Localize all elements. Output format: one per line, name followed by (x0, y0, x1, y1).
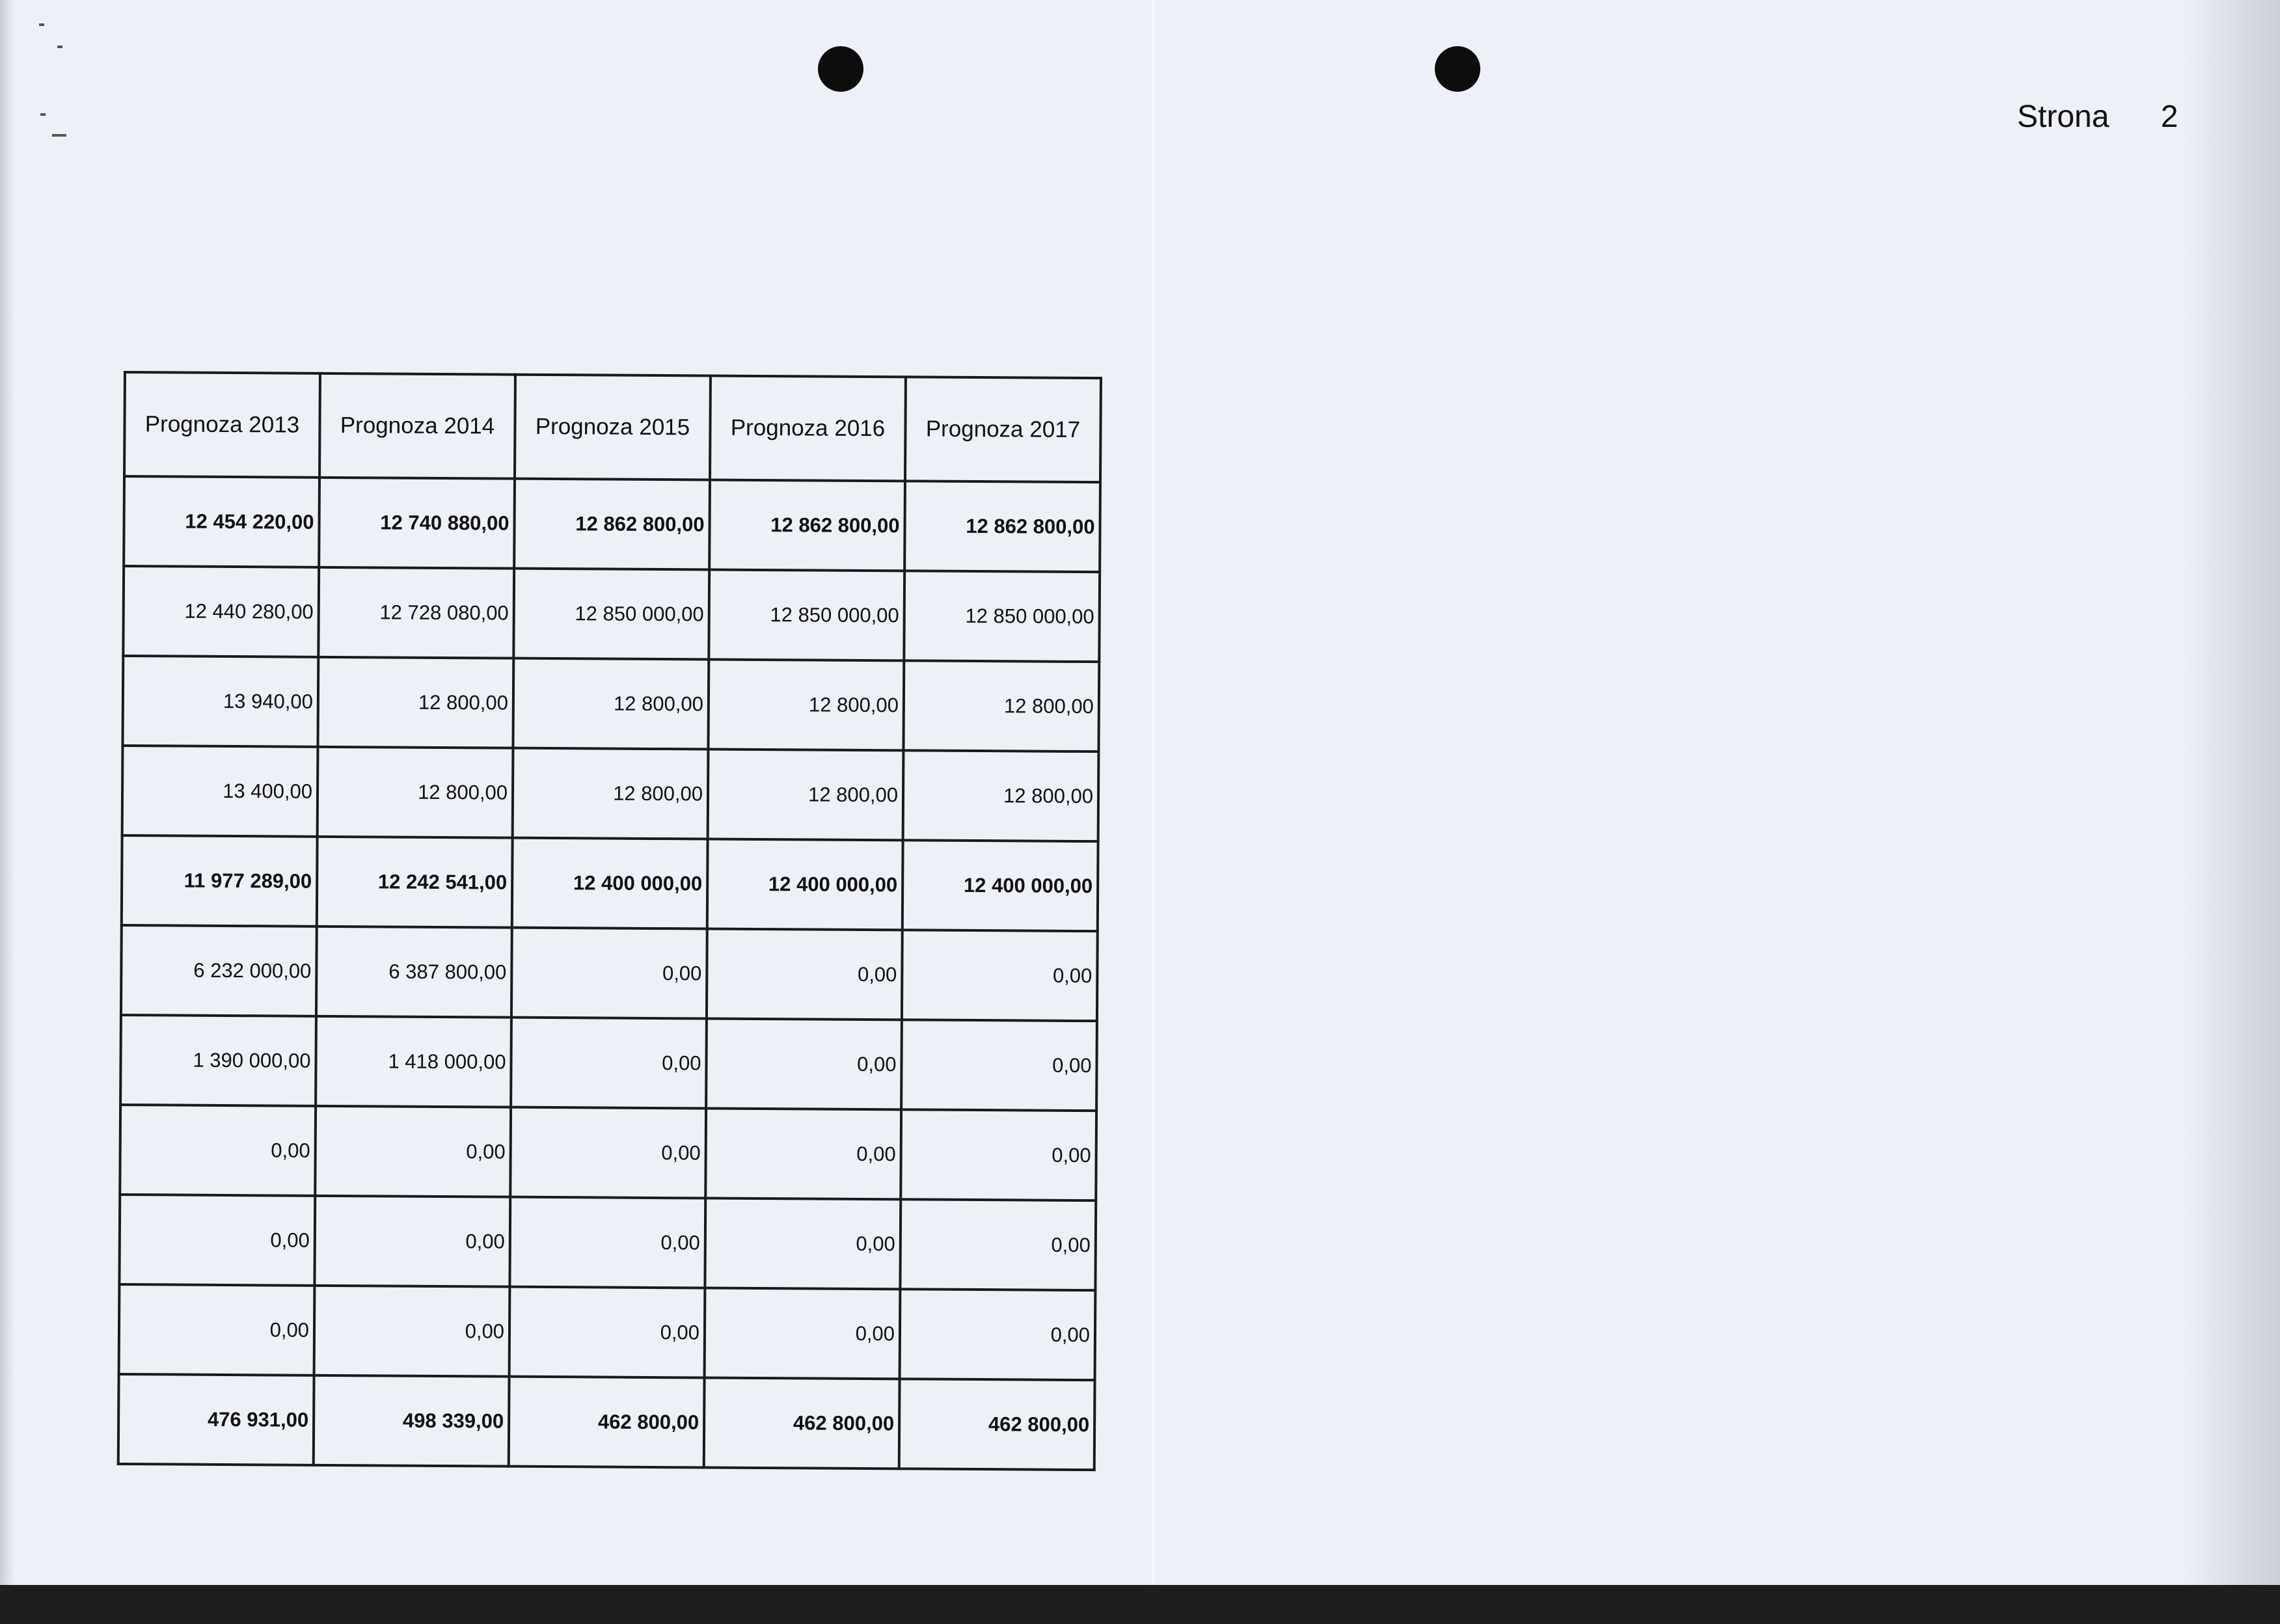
scan-speck (57, 46, 62, 48)
table-cell: 12 454 220,00 (124, 476, 319, 567)
table-cell: 0,00 (706, 1018, 902, 1109)
table-cell: 12 400 000,00 (707, 839, 903, 930)
table-cell: 0,00 (901, 1109, 1096, 1200)
column-header: Prognoza 2015 (515, 375, 711, 480)
paper-fold-line (1152, 0, 1154, 1585)
column-header: Prognoza 2013 (124, 372, 320, 478)
table-cell: 0,00 (510, 1107, 706, 1198)
scan-speck (39, 23, 44, 26)
table-cell: 12 862 800,00 (709, 480, 905, 571)
table-cell: 0,00 (705, 1108, 901, 1199)
column-header: Prognoza 2014 (319, 373, 515, 479)
paper-right-shadow (2182, 0, 2280, 1585)
table-row (122, 835, 1098, 931)
table-header-row (124, 372, 1101, 482)
table-cell: 0,00 (705, 1198, 901, 1289)
table-cell: 0,00 (900, 1199, 1096, 1290)
table-cell: 462 800,00 (704, 1377, 900, 1468)
table-cell: 12 800,00 (318, 657, 513, 748)
table-row (118, 1374, 1095, 1470)
table-cell: 6 387 800,00 (316, 927, 512, 1018)
punch-hole-right (1435, 46, 1480, 92)
table-body (118, 476, 1100, 1470)
table-cell: 0,00 (119, 1284, 315, 1375)
table-cell: 1 390 000,00 (120, 1015, 316, 1106)
table-cell: 0,00 (900, 1289, 1096, 1380)
table-cell: 0,00 (705, 1288, 901, 1379)
table-cell: 12 400 000,00 (903, 840, 1098, 931)
table-row (123, 566, 1100, 662)
table-cell: 0,00 (120, 1105, 316, 1196)
table-cell: 12 800,00 (708, 660, 904, 751)
table-cell: 12 740 880,00 (319, 478, 515, 569)
table-cell: 12 242 541,00 (317, 837, 513, 928)
page-label: Strona (2017, 100, 2110, 134)
scan-speck (52, 134, 66, 137)
table-cell: 0,00 (315, 1106, 511, 1197)
table-cell: 6 232 000,00 (121, 925, 317, 1016)
table-cell: 12 862 800,00 (514, 479, 710, 570)
table-cell: 1 418 000,00 (316, 1016, 511, 1107)
table-cell: 12 800,00 (903, 660, 1099, 751)
table-cell: 476 931,00 (118, 1374, 314, 1465)
table-cell: 12 850 000,00 (709, 570, 904, 661)
table-cell: 13 400,00 (122, 746, 318, 837)
table-row (120, 1015, 1097, 1111)
table-cell: 12 400 000,00 (512, 838, 708, 929)
column-header: Prognoza 2016 (710, 376, 906, 481)
table-cell: 0,00 (511, 1018, 707, 1109)
table-row (119, 1284, 1096, 1380)
table-cell: 12 728 080,00 (318, 567, 514, 658)
table-cell: 0,00 (509, 1197, 705, 1288)
table-cell: 498 339,00 (314, 1375, 509, 1467)
table-row (120, 1105, 1096, 1200)
table-cell: 0,00 (509, 1287, 705, 1378)
table-cell: 0,00 (902, 930, 1098, 1021)
table-cell: 462 800,00 (509, 1377, 705, 1468)
table-cell: 12 800,00 (513, 748, 709, 839)
table-cell: 12 800,00 (513, 658, 709, 750)
column-header: Prognoza 2017 (905, 377, 1101, 482)
table-row (124, 476, 1100, 572)
table-row (122, 746, 1099, 841)
scan-speck (40, 113, 46, 116)
table-row (119, 1195, 1096, 1290)
page-number: 2 (2160, 100, 2178, 134)
table-cell: 12 440 280,00 (123, 566, 319, 657)
table-cell: 12 800,00 (318, 747, 513, 838)
table-cell: 462 800,00 (899, 1379, 1095, 1470)
punch-hole-left (818, 46, 863, 92)
table-cell: 12 850 000,00 (513, 569, 709, 660)
page-number-header (2017, 99, 2178, 135)
table-cell: 0,00 (314, 1196, 510, 1287)
table-cell: 13 940,00 (122, 656, 318, 747)
table-cell: 12 850 000,00 (904, 571, 1100, 662)
table-cell: 12 800,00 (708, 749, 904, 840)
forecast-table (117, 371, 1102, 1471)
scanner-background (0, 1585, 2280, 1624)
table-row (122, 656, 1099, 751)
table-cell: 12 800,00 (903, 750, 1099, 841)
table-cell: 0,00 (707, 928, 903, 1020)
table-cell: 0,00 (314, 1286, 510, 1377)
table-cell: 11 977 289,00 (122, 835, 318, 927)
table-cell: 0,00 (901, 1020, 1097, 1111)
table-cell: 12 862 800,00 (904, 481, 1100, 572)
paper-left-edge (0, 0, 14, 1585)
table-cell: 0,00 (511, 928, 707, 1019)
table-cell: 0,00 (119, 1195, 315, 1286)
table-row (121, 925, 1098, 1021)
